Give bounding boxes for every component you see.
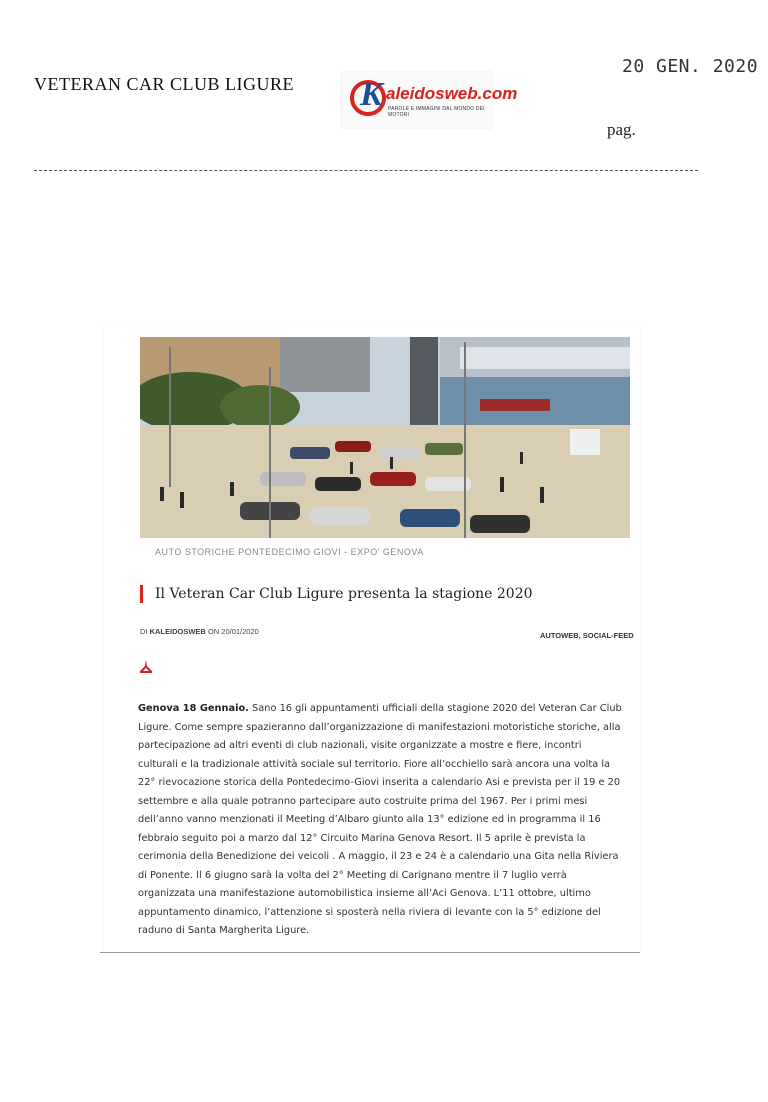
byline-author[interactable]: KALEIDOSWEB [149,627,206,636]
harbour-car-show-image [140,337,630,538]
article-headline: Il Veteran Car Club Ligure presenta la stagione 2020 [140,585,533,603]
header-divider [34,170,698,171]
byline-prefix: DI [140,627,148,636]
date-stamp: 20 GEN. 2020 [622,56,759,77]
article-body [138,700,622,941]
article-body-text: Sano 16 gli appuntamenti ufficiali della stagione 2020 del Veteran Car Club Ligure. Come sempre spazieranno dall’organizzazione di manifestazioni motoristiche storiche, alla partecipazione ad altri eventi di club nazionali, visite organizzate a mostre e fiere, incontri culturali e la tradizionale attività sociale sul territorio. Fiore all’occhiello sarà ancora una volta la 22° rievocazione storica della Pontedecimo-Giovi inserita a calendario Asi e prevista per il 19 e 20 settembre e alla quale potranno partecipare auto costruite prima del 1967. Per i primi mesi dell’anno vanno menzionati il Meeting d’Albaro giunto alla 13° edizione ed in programma il 16 febbraio seguito poi a marzo dal 12° Circuito Marina Genova Resort. Il 5 aprile è prevista la cerimonia della Benedizione dei veicoli . A maggio, il 23 e 24 è a calendario una Gita nella Riviera di Ponente. Il 6 giugno sarà la volta del 2° Meeting di Carignano mentre il 7 luglio verrà organizzata una manifestazione automobilistica insieme all’Aci Genova. L’11 ottobre, ultimo appuntamento dinamico, l’attenzione si sposterà nella riviera di levante con la 5° edizione del raduno di Santa Margherita Ligure. [138,703,622,936]
article-photo [140,337,630,538]
logo-mark-letter: K [360,76,383,113]
byline-date: ON 20/01/2020 [207,627,259,636]
pdf-icon[interactable] [138,658,154,674]
photo-caption: AUTO STORICHE PONTEDECIMO GIOVI - EXPO' GENOVA [155,547,424,557]
article-tags[interactable]: AUTOWEB, SOCIAL-FEED [540,631,634,640]
article-lead: Genova 18 Gennaio. [138,703,249,714]
club-title: VETERAN CAR CLUB LIGURE [34,74,294,94]
page-label: pag. [607,120,636,139]
byline [140,627,259,636]
article-bottom-rule [100,952,640,953]
kaleidosweb-logo [342,72,518,128]
logo-brand-text: aleidosweb.com [386,84,518,103]
logo-tagline: PAROLE E IMMAGINI DAL MONDO DEI MOTORI [388,106,485,118]
